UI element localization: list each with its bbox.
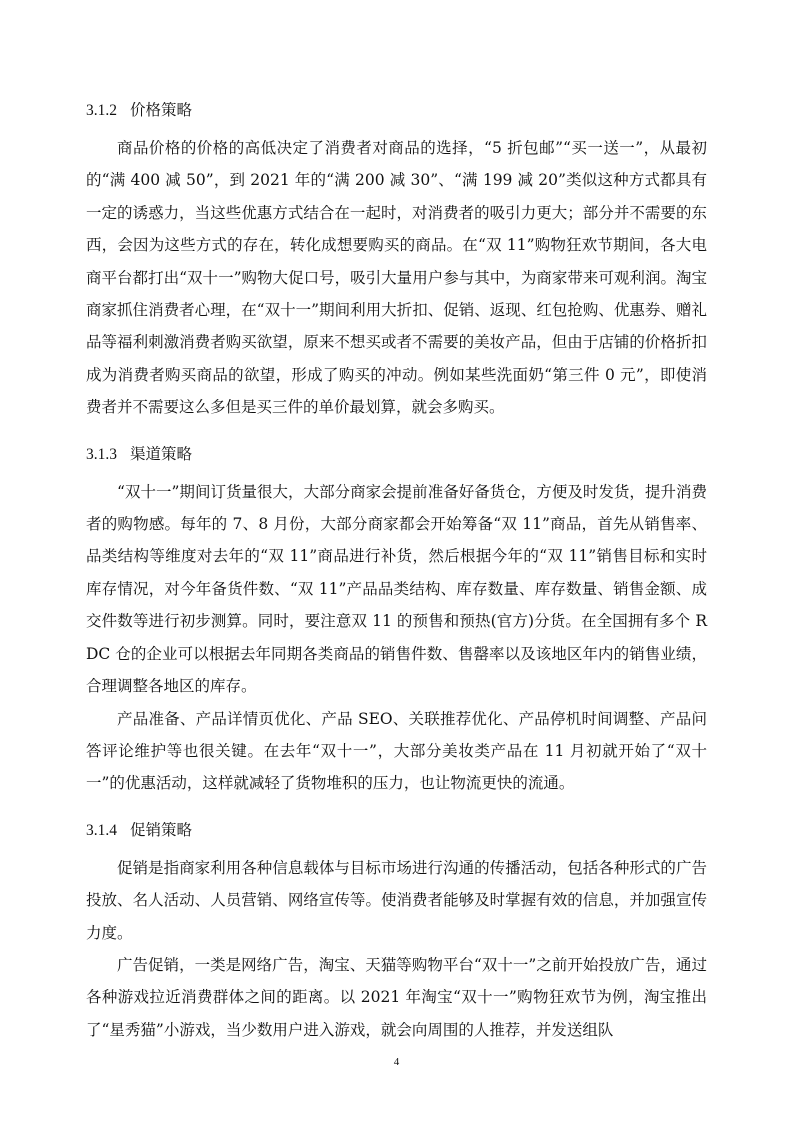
paragraph-channel-strategy-2: 产品准备、产品详情页优化、产品 SEO、关联推荐优化、产品停机时间调整、产品问答评论维护等也很关键。在去年“双十一”，大部分美妆类产品在 11 月初就开始了“双十一”的优惠活动，这样就减轻了货物堆积的压力，也让物流更快的流通。 xyxy=(86,709,707,793)
page-number: 4 xyxy=(393,1056,400,1068)
section-number: 3.1.2 xyxy=(86,102,117,119)
paragraph-price-strategy: 商品价格的价格的高低决定了消费者对商品的选择，“5 折包邮”“买一送一”，从最初的“满 400 减 50”，到 2021 年的“满 200 减 30”、“满 199 减 20”类似这种方式都具有一定的诱惑力，当这些优惠方式结合在一起时，对消费者的吸引力更大；部分并不需要的东西，会因为这些方式的存在，转化成想要购买的商品。在“双 11”购物狂欢节期间，各大电商平台都打出“双十一”购物大促口号，吸引大量用户参与其中，为商家带来可观利润。淘宝商家抓住消费者心理，在“双十一”期间利用大折扣、促销、返现、红包抢购、优惠券、赠礼品等福利刺激消费者购买欲望，原来不想买或者不需要的美妆产品，但由于店铺的价格折扣成为消费者购买商品的欲望，形成了购买的冲动。例如某些洗面奶“第三件 0 元”，即使消费者并不需要这么多但是买三件的单价最划算，就会多购买。 xyxy=(86,139,707,417)
section-heading-3-1-4 xyxy=(86,814,707,846)
section-title: 促销策略 xyxy=(130,820,193,839)
paragraph-promotion-strategy-1: 促销是指商家利用各种信息载体与目标市场进行沟通的传播活动，包括各种形式的广告投放、名人活动、人员营销、网络宣传等。使消费者能够及时掌握有效的信息，并加强宣传力度。 xyxy=(86,858,707,942)
section-number: 3.1.4 xyxy=(86,821,117,839)
paragraph-promotion-strategy-2: 广告促销，一类是网络广告，淘宝、天猫等购物平台“双十一”之前开始投放广告，通过各种游戏拉近消费群体之间的距离。以 2021 年淘宝“双十一”购物狂欢节为例，淘宝推出了“星秀猫”小游戏，当少数用户进入游戏，就会向周围的人推荐，并发送组队 xyxy=(86,955,707,1039)
page-content xyxy=(86,88,707,1046)
section-title: 价格策略 xyxy=(130,101,193,119)
section-title: 渠道策略 xyxy=(130,444,193,463)
section-heading-3-1-2 xyxy=(86,94,707,126)
paragraph-channel-strategy-1: “双十一”期间订货量很大，大部分商家会提前准备好备货仓，方便及时发货，提升消费者的购物感。每年的 7、8 月份，大部分商家都会开始筹备“双 11”商品，首先从销售率、品类结构等维度对去年的“双 11”商品进行补货，然后根据今年的“双 11”销售目标和实时库存情况，对今年备货件数、“双 11”产品品类结构、库存数量、库存数量、销售金额、成交件数等进行初步测算。同时，要注意双 11 的预售和预热(官方)分货。在全国拥有多个 RDC 仓的企业可以根据去年同期各类商品的销售件数、售罄率以及该地区年内的销售业绩，合理调整各地区的库存。 xyxy=(86,482,707,696)
section-heading-3-1-3 xyxy=(86,438,707,470)
section-number: 3.1.3 xyxy=(86,445,117,463)
